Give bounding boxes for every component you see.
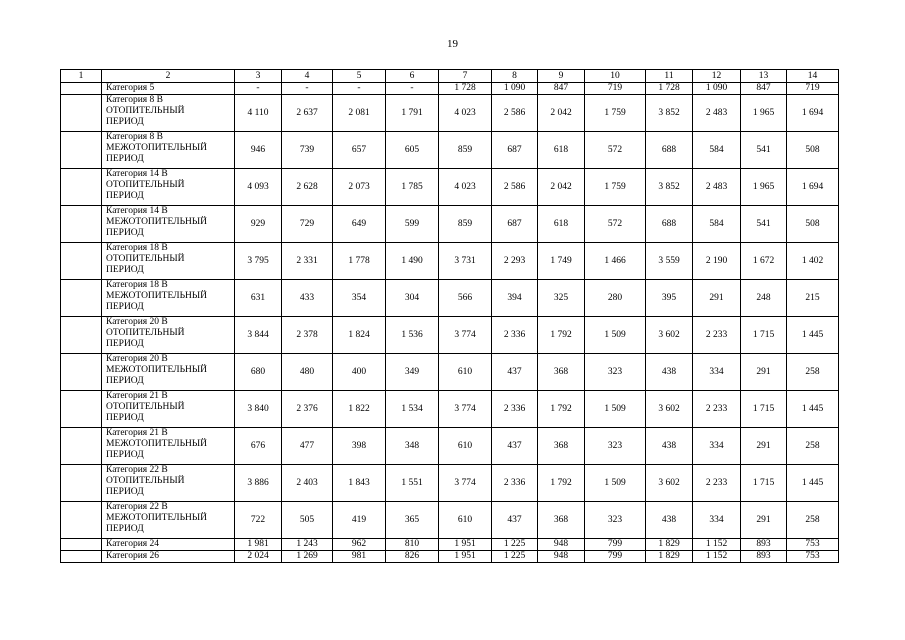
category-name-line: МЕЖОТОПИТЕЛЬНЫЙ <box>106 439 208 449</box>
column-header-9: 9 <box>538 70 585 83</box>
value-cell-col-10: 1 759 <box>585 169 646 206</box>
value-cell-col-8: 437 <box>492 354 538 391</box>
value-cell-col-6: 1 551 <box>386 465 439 502</box>
page-number: 19 <box>447 38 458 50</box>
value-cell-col-13: 291 <box>741 428 787 465</box>
value-cell-col-14: 753 <box>787 551 839 563</box>
value-cell-col-9: 618 <box>538 206 585 243</box>
value-cell-col-13: 1 715 <box>741 317 787 354</box>
table-row <box>61 169 839 206</box>
category-name-line: Категория 20 В <box>106 354 168 364</box>
category-name-cell <box>102 169 235 206</box>
category-name-line: Категория 26 <box>106 551 160 561</box>
value-cell-col-10: 799 <box>585 539 646 551</box>
value-cell-col-13: 248 <box>741 280 787 317</box>
value-cell-col-8: 2 586 <box>492 95 538 132</box>
value-cell-col-7: 1 728 <box>439 83 492 95</box>
value-cell-col-5: 398 <box>333 428 386 465</box>
category-name-cell <box>102 551 235 563</box>
value-cell-col-8: 2 586 <box>492 169 538 206</box>
column-header-5: 5 <box>333 70 386 83</box>
value-cell-col-7: 3 774 <box>439 391 492 428</box>
value-cell-col-13: 291 <box>741 502 787 539</box>
value-cell-col-6: 1 534 <box>386 391 439 428</box>
value-cell-col-12: 2 483 <box>693 95 741 132</box>
category-name-line: ПЕРИОД <box>106 228 144 238</box>
value-cell-col-9: 618 <box>538 132 585 169</box>
value-cell-col-12: 584 <box>693 132 741 169</box>
value-cell-col-9: 948 <box>538 539 585 551</box>
table-row <box>61 280 839 317</box>
table-body <box>61 83 839 563</box>
value-cell-col-6: 349 <box>386 354 439 391</box>
value-cell-col-4: 477 <box>282 428 333 465</box>
row-number-cell <box>61 83 102 95</box>
value-cell-col-11: 3 852 <box>646 169 693 206</box>
value-cell-col-13: 1 965 <box>741 95 787 132</box>
value-cell-col-7: 3 774 <box>439 465 492 502</box>
category-name-line: Категория 21 В <box>106 391 168 401</box>
value-cell-col-11: 438 <box>646 428 693 465</box>
value-cell-col-4: 2 628 <box>282 169 333 206</box>
value-cell-col-8: 2 336 <box>492 317 538 354</box>
value-cell-col-4: 739 <box>282 132 333 169</box>
category-name-line: МЕЖОТОПИТЕЛЬНЫЙ <box>106 513 208 523</box>
value-cell-col-6: 304 <box>386 280 439 317</box>
value-cell-col-14: 1 445 <box>787 317 839 354</box>
category-name-line: ПЕРИОД <box>106 154 144 164</box>
value-cell-col-11: 1 829 <box>646 551 693 563</box>
value-cell-col-7: 610 <box>439 354 492 391</box>
value-cell-col-8: 2 293 <box>492 243 538 280</box>
category-name-cell <box>102 280 235 317</box>
value-cell-col-12: 2 233 <box>693 465 741 502</box>
column-header-12: 12 <box>693 70 741 83</box>
value-cell-col-5: 2 073 <box>333 169 386 206</box>
value-cell-col-4: 2 331 <box>282 243 333 280</box>
value-cell-col-4: 2 376 <box>282 391 333 428</box>
category-name-cell <box>102 391 235 428</box>
table-row <box>61 132 839 169</box>
category-name-line: ОТОПИТЕЛЬНЫЙ <box>106 402 185 412</box>
value-cell-col-6: 810 <box>386 539 439 551</box>
category-name-line: Категория 21 В <box>106 428 168 438</box>
value-cell-col-4: 2 403 <box>282 465 333 502</box>
category-name-line: ПЕРИОД <box>106 413 144 423</box>
value-cell-col-8: 2 336 <box>492 391 538 428</box>
value-cell-col-10: 1 509 <box>585 465 646 502</box>
category-name-line: ПЕРИОД <box>106 339 144 349</box>
row-number-cell <box>61 465 102 502</box>
value-cell-col-3: 2 024 <box>235 551 282 563</box>
table-row <box>61 317 839 354</box>
value-cell-col-14: 258 <box>787 502 839 539</box>
table-row <box>61 206 839 243</box>
value-cell-col-12: 2 233 <box>693 391 741 428</box>
table-row <box>61 428 839 465</box>
value-cell-col-5: 354 <box>333 280 386 317</box>
value-cell-col-3: 929 <box>235 206 282 243</box>
value-cell-col-7: 566 <box>439 280 492 317</box>
row-number-cell <box>61 551 102 563</box>
value-cell-col-5: 1 824 <box>333 317 386 354</box>
value-cell-col-9: 368 <box>538 428 585 465</box>
row-number-cell <box>61 95 102 132</box>
table-row <box>61 539 839 551</box>
category-name-line: Категория 14 В <box>106 206 168 216</box>
value-cell-col-6: 1 536 <box>386 317 439 354</box>
value-cell-col-11: 688 <box>646 132 693 169</box>
value-cell-col-4: - <box>282 83 333 95</box>
value-cell-col-3: 946 <box>235 132 282 169</box>
value-cell-col-8: 687 <box>492 132 538 169</box>
value-cell-col-12: 584 <box>693 206 741 243</box>
value-cell-col-6: 365 <box>386 502 439 539</box>
category-name-line: Категория 8 В <box>106 132 163 142</box>
table-row <box>61 465 839 502</box>
value-cell-col-4: 2 378 <box>282 317 333 354</box>
category-name-line: МЕЖОТОПИТЕЛЬНЫЙ <box>106 143 208 153</box>
value-cell-col-13: 1 672 <box>741 243 787 280</box>
value-cell-col-4: 1 269 <box>282 551 333 563</box>
row-number-cell <box>61 243 102 280</box>
category-name-line: ПЕРИОД <box>106 191 144 201</box>
category-name-line: МЕЖОТОПИТЕЛЬНЫЙ <box>106 291 208 301</box>
value-cell-col-10: 1 759 <box>585 95 646 132</box>
value-cell-col-8: 1 090 <box>492 83 538 95</box>
row-number-cell <box>61 502 102 539</box>
value-cell-col-10: 572 <box>585 132 646 169</box>
category-name-line: ПЕРИОД <box>106 450 144 460</box>
row-number-cell <box>61 539 102 551</box>
value-cell-col-6: 599 <box>386 206 439 243</box>
value-cell-col-13: 541 <box>741 206 787 243</box>
value-cell-col-14: 258 <box>787 428 839 465</box>
value-cell-col-6: - <box>386 83 439 95</box>
row-number-cell <box>61 280 102 317</box>
value-cell-col-13: 1 965 <box>741 169 787 206</box>
value-cell-col-5: 1 843 <box>333 465 386 502</box>
value-cell-col-9: 1 792 <box>538 317 585 354</box>
category-name-cell <box>102 132 235 169</box>
value-cell-col-14: 753 <box>787 539 839 551</box>
value-cell-col-5: 962 <box>333 539 386 551</box>
table-row <box>61 243 839 280</box>
value-cell-col-14: 1 445 <box>787 465 839 502</box>
value-cell-col-6: 348 <box>386 428 439 465</box>
value-cell-col-11: 1 728 <box>646 83 693 95</box>
value-cell-col-8: 394 <box>492 280 538 317</box>
value-cell-col-3: 1 981 <box>235 539 282 551</box>
category-name-cell <box>102 465 235 502</box>
category-name-line: Категория 8 В <box>106 95 163 105</box>
category-name-line: ПЕРИОД <box>106 524 144 534</box>
value-cell-col-5: 1 822 <box>333 391 386 428</box>
value-cell-col-7: 3 774 <box>439 317 492 354</box>
value-cell-col-7: 859 <box>439 132 492 169</box>
value-cell-col-4: 433 <box>282 280 333 317</box>
value-cell-col-9: 1 792 <box>538 391 585 428</box>
value-cell-col-7: 610 <box>439 428 492 465</box>
value-cell-col-5: 2 081 <box>333 95 386 132</box>
value-cell-col-14: 1 694 <box>787 95 839 132</box>
value-cell-col-14: 1 445 <box>787 391 839 428</box>
table-row <box>61 354 839 391</box>
value-cell-col-3: 3 795 <box>235 243 282 280</box>
value-cell-col-11: 3 602 <box>646 465 693 502</box>
column-header-6: 6 <box>386 70 439 83</box>
value-cell-col-10: 323 <box>585 428 646 465</box>
value-cell-col-13: 1 715 <box>741 465 787 502</box>
value-cell-col-11: 438 <box>646 502 693 539</box>
row-number-cell <box>61 132 102 169</box>
value-cell-col-12: 291 <box>693 280 741 317</box>
value-cell-col-9: 1 749 <box>538 243 585 280</box>
value-cell-col-10: 799 <box>585 551 646 563</box>
tariff-table <box>60 69 839 563</box>
category-name-line: Категория 14 В <box>106 169 168 179</box>
value-cell-col-13: 893 <box>741 539 787 551</box>
value-cell-col-12: 2 233 <box>693 317 741 354</box>
value-cell-col-10: 572 <box>585 206 646 243</box>
value-cell-col-8: 1 225 <box>492 539 538 551</box>
value-cell-col-9: 2 042 <box>538 95 585 132</box>
value-cell-col-11: 3 559 <box>646 243 693 280</box>
value-cell-col-7: 1 951 <box>439 551 492 563</box>
column-header-14: 14 <box>787 70 839 83</box>
value-cell-col-12: 334 <box>693 502 741 539</box>
value-cell-col-7: 1 951 <box>439 539 492 551</box>
header-row <box>61 70 839 83</box>
category-name-cell <box>102 354 235 391</box>
value-cell-col-8: 437 <box>492 502 538 539</box>
category-name-line: ПЕРИОД <box>106 265 144 275</box>
value-cell-col-9: 2 042 <box>538 169 585 206</box>
row-number-cell <box>61 428 102 465</box>
column-header-11: 11 <box>646 70 693 83</box>
category-name-cell <box>102 206 235 243</box>
value-cell-col-12: 334 <box>693 428 741 465</box>
value-cell-col-8: 437 <box>492 428 538 465</box>
value-cell-col-3: 3 840 <box>235 391 282 428</box>
column-header-1: 1 <box>61 70 102 83</box>
value-cell-col-13: 893 <box>741 551 787 563</box>
category-name-cell <box>102 243 235 280</box>
value-cell-col-4: 1 243 <box>282 539 333 551</box>
value-cell-col-3: - <box>235 83 282 95</box>
value-cell-col-3: 3 886 <box>235 465 282 502</box>
value-cell-col-10: 323 <box>585 354 646 391</box>
column-header-8: 8 <box>492 70 538 83</box>
category-name-line: Категория 5 <box>106 83 155 93</box>
value-cell-col-11: 1 829 <box>646 539 693 551</box>
value-cell-col-3: 680 <box>235 354 282 391</box>
value-cell-col-14: 508 <box>787 206 839 243</box>
category-name-cell <box>102 317 235 354</box>
value-cell-col-3: 3 844 <box>235 317 282 354</box>
value-cell-col-3: 676 <box>235 428 282 465</box>
value-cell-col-11: 395 <box>646 280 693 317</box>
category-name-cell <box>102 428 235 465</box>
category-name-line: Категория 24 <box>106 539 160 549</box>
value-cell-col-10: 323 <box>585 502 646 539</box>
value-cell-col-5: 419 <box>333 502 386 539</box>
value-cell-col-6: 605 <box>386 132 439 169</box>
value-cell-col-14: 258 <box>787 354 839 391</box>
value-cell-col-6: 1 785 <box>386 169 439 206</box>
row-number-cell <box>61 317 102 354</box>
category-name-line: ПЕРИОД <box>106 302 144 312</box>
table-row <box>61 551 839 563</box>
value-cell-col-4: 729 <box>282 206 333 243</box>
value-cell-col-4: 505 <box>282 502 333 539</box>
value-cell-col-12: 1 090 <box>693 83 741 95</box>
category-name-cell <box>102 502 235 539</box>
category-name-cell <box>102 539 235 551</box>
value-cell-col-14: 1 694 <box>787 169 839 206</box>
value-cell-col-3: 4 093 <box>235 169 282 206</box>
value-cell-col-5: - <box>333 83 386 95</box>
value-cell-col-8: 1 225 <box>492 551 538 563</box>
category-name-line: ОТОПИТЕЛЬНЫЙ <box>106 476 185 486</box>
row-number-cell <box>61 354 102 391</box>
value-cell-col-7: 859 <box>439 206 492 243</box>
column-header-7: 7 <box>439 70 492 83</box>
category-name-line: ПЕРИОД <box>106 487 144 497</box>
table-row <box>61 83 839 95</box>
category-name-line: МЕЖОТОПИТЕЛЬНЫЙ <box>106 217 208 227</box>
category-name-line: ОТОПИТЕЛЬНЫЙ <box>106 180 185 190</box>
value-cell-col-9: 368 <box>538 354 585 391</box>
value-cell-col-6: 1 791 <box>386 95 439 132</box>
value-cell-col-7: 610 <box>439 502 492 539</box>
value-cell-col-10: 280 <box>585 280 646 317</box>
value-cell-col-8: 2 336 <box>492 465 538 502</box>
value-cell-col-7: 4 023 <box>439 169 492 206</box>
category-name-line: ОТОПИТЕЛЬНЫЙ <box>106 106 185 116</box>
category-name-line: ПЕРИОД <box>106 376 144 386</box>
column-header-13: 13 <box>741 70 787 83</box>
category-name-cell <box>102 95 235 132</box>
column-header-2: 2 <box>102 70 235 83</box>
value-cell-col-11: 3 602 <box>646 391 693 428</box>
row-number-cell <box>61 206 102 243</box>
value-cell-col-12: 1 152 <box>693 551 741 563</box>
category-name-line: Категория 22 В <box>106 502 168 512</box>
value-cell-col-3: 631 <box>235 280 282 317</box>
category-name-line: Категория 18 В <box>106 243 168 253</box>
table-row <box>61 391 839 428</box>
row-number-cell <box>61 169 102 206</box>
value-cell-col-8: 687 <box>492 206 538 243</box>
value-cell-col-3: 722 <box>235 502 282 539</box>
value-cell-col-10: 719 <box>585 83 646 95</box>
value-cell-col-9: 1 792 <box>538 465 585 502</box>
value-cell-col-14: 508 <box>787 132 839 169</box>
value-cell-col-6: 1 490 <box>386 243 439 280</box>
value-cell-col-5: 657 <box>333 132 386 169</box>
value-cell-col-12: 2 483 <box>693 169 741 206</box>
value-cell-col-3: 4 110 <box>235 95 282 132</box>
category-name-line: ПЕРИОД <box>106 117 144 127</box>
value-cell-col-11: 688 <box>646 206 693 243</box>
value-cell-col-12: 334 <box>693 354 741 391</box>
value-cell-col-7: 3 731 <box>439 243 492 280</box>
value-cell-col-13: 291 <box>741 354 787 391</box>
value-cell-col-10: 1 509 <box>585 391 646 428</box>
value-cell-col-13: 541 <box>741 132 787 169</box>
category-name-line: Категория 22 В <box>106 465 168 475</box>
value-cell-col-5: 649 <box>333 206 386 243</box>
value-cell-col-6: 826 <box>386 551 439 563</box>
category-name-line: ОТОПИТЕЛЬНЫЙ <box>106 254 185 264</box>
category-name-cell <box>102 83 235 95</box>
table-row <box>61 95 839 132</box>
value-cell-col-9: 847 <box>538 83 585 95</box>
value-cell-col-11: 3 602 <box>646 317 693 354</box>
column-header-3: 3 <box>235 70 282 83</box>
value-cell-col-9: 325 <box>538 280 585 317</box>
column-header-4: 4 <box>282 70 333 83</box>
row-number-cell <box>61 391 102 428</box>
category-name-line: МЕЖОТОПИТЕЛЬНЫЙ <box>106 365 208 375</box>
value-cell-col-14: 215 <box>787 280 839 317</box>
value-cell-col-9: 948 <box>538 551 585 563</box>
value-cell-col-12: 1 152 <box>693 539 741 551</box>
value-cell-col-13: 847 <box>741 83 787 95</box>
value-cell-col-4: 480 <box>282 354 333 391</box>
value-cell-col-5: 981 <box>333 551 386 563</box>
value-cell-col-14: 719 <box>787 83 839 95</box>
value-cell-col-11: 3 852 <box>646 95 693 132</box>
value-cell-col-4: 2 637 <box>282 95 333 132</box>
value-cell-col-12: 2 190 <box>693 243 741 280</box>
category-name-line: Категория 18 В <box>106 280 168 290</box>
value-cell-col-9: 368 <box>538 502 585 539</box>
value-cell-col-14: 1 402 <box>787 243 839 280</box>
value-cell-col-5: 1 778 <box>333 243 386 280</box>
value-cell-col-10: 1 466 <box>585 243 646 280</box>
value-cell-col-11: 438 <box>646 354 693 391</box>
value-cell-col-7: 4 023 <box>439 95 492 132</box>
column-header-10: 10 <box>585 70 646 83</box>
category-name-line: ОТОПИТЕЛЬНЫЙ <box>106 328 185 338</box>
table-row <box>61 502 839 539</box>
category-name-line: Категория 20 В <box>106 317 168 327</box>
value-cell-col-5: 400 <box>333 354 386 391</box>
value-cell-col-10: 1 509 <box>585 317 646 354</box>
value-cell-col-13: 1 715 <box>741 391 787 428</box>
